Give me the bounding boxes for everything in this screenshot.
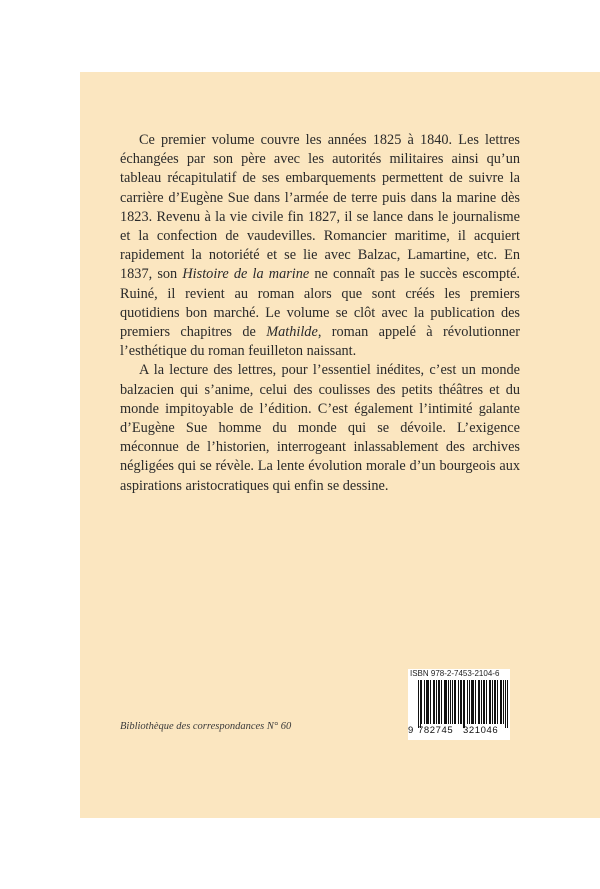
barcode-bar <box>448 680 449 724</box>
barcode-bar <box>467 680 468 724</box>
barcode-digits-right: 321046 <box>463 725 499 736</box>
barcode-bar <box>472 680 473 724</box>
barcode-bar <box>484 680 485 724</box>
barcode-bar <box>436 680 437 724</box>
barcode-bar <box>461 680 462 724</box>
barcode-bar <box>420 680 421 728</box>
barcode-bar <box>471 680 472 724</box>
isbn-label: ISBN 978-2-7453-2104-6 <box>410 669 500 678</box>
barcode-bar <box>427 680 428 724</box>
barcode-bar <box>444 680 445 724</box>
barcode-bar <box>469 680 470 724</box>
barcode-bar <box>478 680 479 724</box>
barcode-bar <box>438 680 439 724</box>
barcode-bar <box>464 680 465 728</box>
barcode-bar <box>452 680 453 724</box>
barcode-bar <box>483 680 484 724</box>
barcode-bar <box>495 680 496 724</box>
barcode-bar <box>433 680 434 724</box>
blurb-p1-part-a: Ce premier volume couvre les années 1825 à 1840. Les lettres échangées par son père avec les autorités militaires ainsi qu’un tableau récapitulatif de ses embarquements permettent de suivre la carrière d’Eugène Sue dans l’armée de terre puis dans la marine dès 1823. Revenu à la vie civile fin 1827, il se lance dans le journalisme et la confection de vaudevilles. Romancier maritime, il acquiert rapidement la notoriété et se lie avec Balzac, Lamartine, etc. En 1837, son <box>120 132 520 283</box>
barcode-bar <box>463 680 464 728</box>
barcode-bar <box>486 680 487 724</box>
barcode-bar <box>479 680 480 724</box>
isbn-barcode-block <box>408 669 510 740</box>
barcode-bar <box>455 680 456 724</box>
book-title-histoire-de-la-marine: Histoire de la marine <box>182 266 310 283</box>
blurb-p1-part-c: , roman appelé à révolutionner l’esthétique du roman feuilleton naissant. <box>120 324 520 360</box>
barcode-bar <box>507 680 508 728</box>
barcode-bar <box>489 680 490 724</box>
barcode-digits-left: 782745 <box>418 725 454 736</box>
barcode-bar <box>418 680 419 728</box>
barcode-bar <box>458 680 459 724</box>
barcode-bar <box>460 680 461 724</box>
barcode-digit-first: 9 <box>408 725 414 736</box>
barcode-bar <box>497 680 498 724</box>
barcode-bar <box>492 680 493 724</box>
barcode-bar <box>481 680 482 724</box>
barcode-bar <box>494 680 495 724</box>
barcode-bar <box>490 680 491 724</box>
barcode-bar <box>430 680 431 724</box>
barcode-graphic <box>408 678 510 728</box>
barcode-bar <box>434 680 435 724</box>
book-title-mathilde: Mathilde <box>266 324 318 341</box>
series-line: Bibliothèque des correspondances N° 60 <box>120 721 292 732</box>
barcode-bar <box>500 680 501 724</box>
barcode-bar <box>475 680 476 724</box>
barcode-bar <box>424 680 425 724</box>
barcode-bar <box>439 680 440 724</box>
barcode-bar <box>501 680 502 724</box>
blurb-paragraph-1 <box>120 131 520 361</box>
blurb-p1-part-b: ne connaît pas le succès escompté. Ruiné, il revient au roman alors que sont créés les premiers quotidiens bon marché. Le volume se clôt avec la publication des premiers chapitres de <box>120 266 520 341</box>
blurb-text <box>120 131 520 496</box>
barcode-bar <box>441 680 442 724</box>
barcode-bar <box>503 680 504 724</box>
barcode-bar <box>426 680 427 724</box>
barcode-bar <box>473 680 474 724</box>
barcode-bar <box>421 680 422 724</box>
barcode-bar <box>428 680 429 724</box>
blurb-paragraph-2: A la lecture des lettres, pour l’essentiel inédites, c’est un monde balzacien qui s’anime, celui des coulisses des petits théâtres et du monde impitoyable de l’édition. C’est également l’intimité galante d’Eugène Sue homme du monde qui se dévoile. L’exigence méconnue de l’historien, interrogeant inlassablement des archives négligées qui se révèle. La lente évolution morale d’un bourgeois aux aspirations aristocratiques qui enfin se dessine. <box>120 362 520 494</box>
barcode-bar <box>446 680 447 724</box>
barcode-bar <box>450 680 451 724</box>
barcode-bar <box>445 680 446 724</box>
barcode-bar <box>454 680 455 724</box>
barcode-bar <box>505 680 506 728</box>
